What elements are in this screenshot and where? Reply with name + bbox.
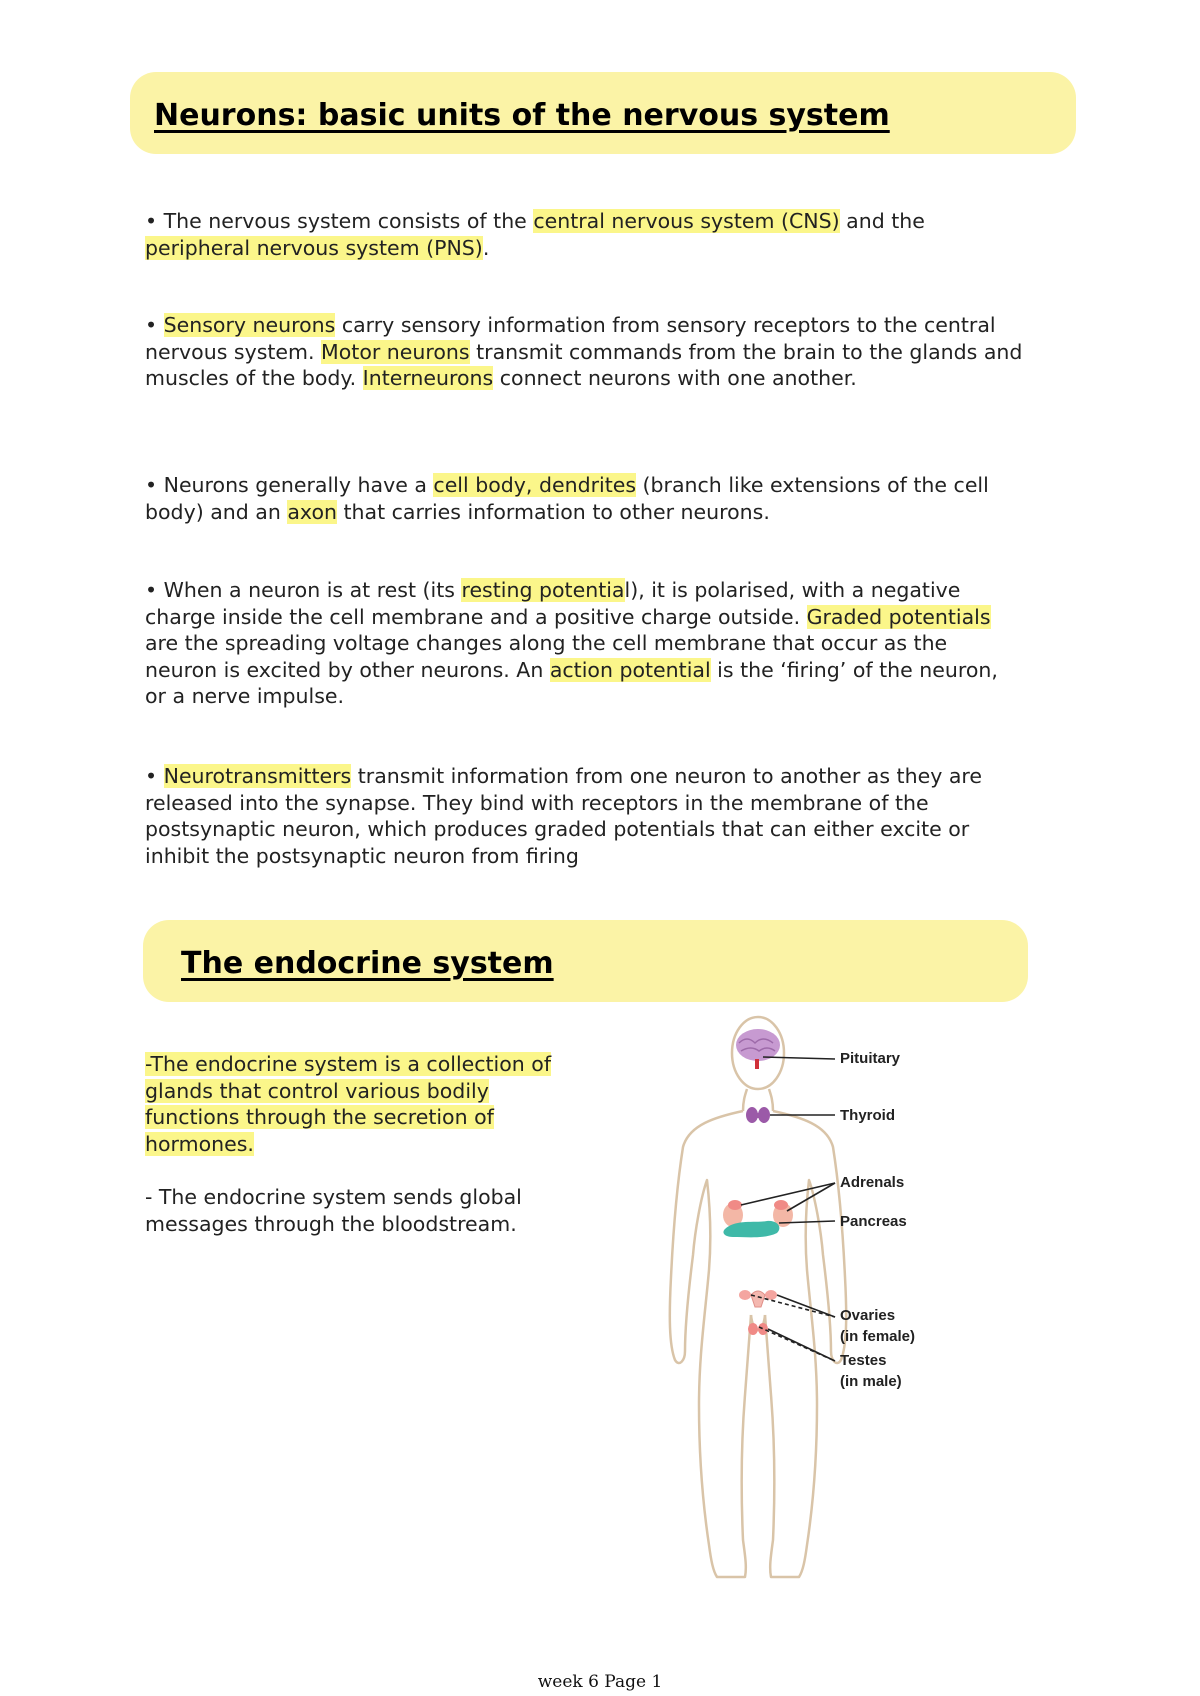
- paragraph-text: transmit information from one neuron to another as they are released into the synapse. They bind with receptors in the membrane of the postsynaptic neuron, which produces graded potentials that can either excite or inhibit the postsynaptic neuron from firing: [145, 764, 982, 868]
- label-in-female: (in female): [840, 1328, 916, 1345]
- paragraph-text: l), it is polarised, with a negative charge inside the cell membrane and a positive charge outside.: [145, 578, 961, 629]
- paragraph-text: .: [482, 235, 490, 260]
- label-in-male: (in male): [840, 1373, 902, 1390]
- testes-icon: [748, 1323, 768, 1335]
- paragraph-text: carry sensory information from sensory receptors to the central nervous system.: [145, 313, 996, 364]
- paragraph-text: • The nervous system consists of the: [145, 209, 534, 233]
- paragraph-text: • Neurons generally have a: [145, 473, 434, 497]
- endocrine-point-1: [145, 1051, 575, 1157]
- endocrine-glands-diagram: [655, 1015, 955, 1585]
- label-adrenals: Adrenals: [840, 1174, 905, 1191]
- section-header-neurons: [130, 72, 1076, 154]
- paragraph-text: is the ‘firing’ of the neuron, or a nerve impulse.: [145, 657, 998, 708]
- paragraph-text: transmit commands from the brain to the glands and muscles of the body.: [145, 339, 1023, 390]
- label-pituitary: Pituitary: [840, 1050, 901, 1067]
- section-header-endocrine: [143, 920, 1028, 1002]
- paragraph-text: connect neurons with one another.: [493, 366, 857, 390]
- neurons-paragraph-4: [145, 577, 1025, 710]
- label-pancreas: Pancreas: [840, 1213, 907, 1230]
- label-ovaries: Ovaries: [840, 1307, 896, 1324]
- label-testes: Testes: [840, 1352, 887, 1369]
- highlighted-term: central nervous system (CNS): [533, 209, 840, 233]
- page-footer: week 6 Page 1: [537, 1672, 663, 1692]
- highlighted-term: peripheral nervous system (PNS): [145, 235, 483, 260]
- paragraph-text: are the spreading voltage changes along the cell membrane that occur as the neuron is excited by other neurons. An: [145, 631, 948, 682]
- highlighted-term: Sensory neurons: [163, 313, 336, 337]
- section-title-endocrine: The endocrine system: [181, 946, 554, 981]
- paragraph-text: and the: [839, 209, 925, 233]
- highlighted-term: axon: [287, 499, 337, 524]
- highlighted-term: Motor neurons: [321, 339, 470, 364]
- endocrine-point-2: - The endocrine system sends global messages through the bloodstream.: [145, 1185, 522, 1236]
- neurons-paragraph-5: [145, 763, 1025, 869]
- thyroid-icon: [746, 1107, 770, 1123]
- highlighted-term: action potential: [549, 657, 711, 682]
- endocrine-point-1-text: -The endocrine system is a collection of glands that control various bodily functions through the secretion of hormones.: [145, 1052, 552, 1156]
- highlighted-term: Interneurons: [362, 366, 494, 390]
- highlighted-term: Neurotransmitters: [163, 764, 352, 788]
- ovaries-icon: [739, 1290, 777, 1307]
- section-title-neurons: Neurons: basic units of the nervous system: [154, 98, 890, 133]
- paragraph-text: • When a neuron is at rest (its: [145, 578, 462, 602]
- brain-icon: [736, 1029, 780, 1069]
- neurons-paragraph-3: [145, 472, 1025, 525]
- neurons-paragraph-2: [145, 312, 1025, 392]
- highlighted-term: Graded potentials: [806, 604, 991, 629]
- label-thyroid: Thyroid: [840, 1107, 895, 1124]
- neurons-paragraph-1: [145, 208, 1025, 261]
- paragraph-text: •: [145, 313, 164, 337]
- highlighted-term: cell body, dendrites: [433, 473, 637, 497]
- highlighted-term: resting potentia: [461, 578, 625, 602]
- paragraph-text: (branch like extensions of the cell body) and an: [145, 473, 989, 524]
- paragraph-text: that carries information to other neurons.: [336, 499, 770, 524]
- paragraph-text: •: [145, 764, 164, 788]
